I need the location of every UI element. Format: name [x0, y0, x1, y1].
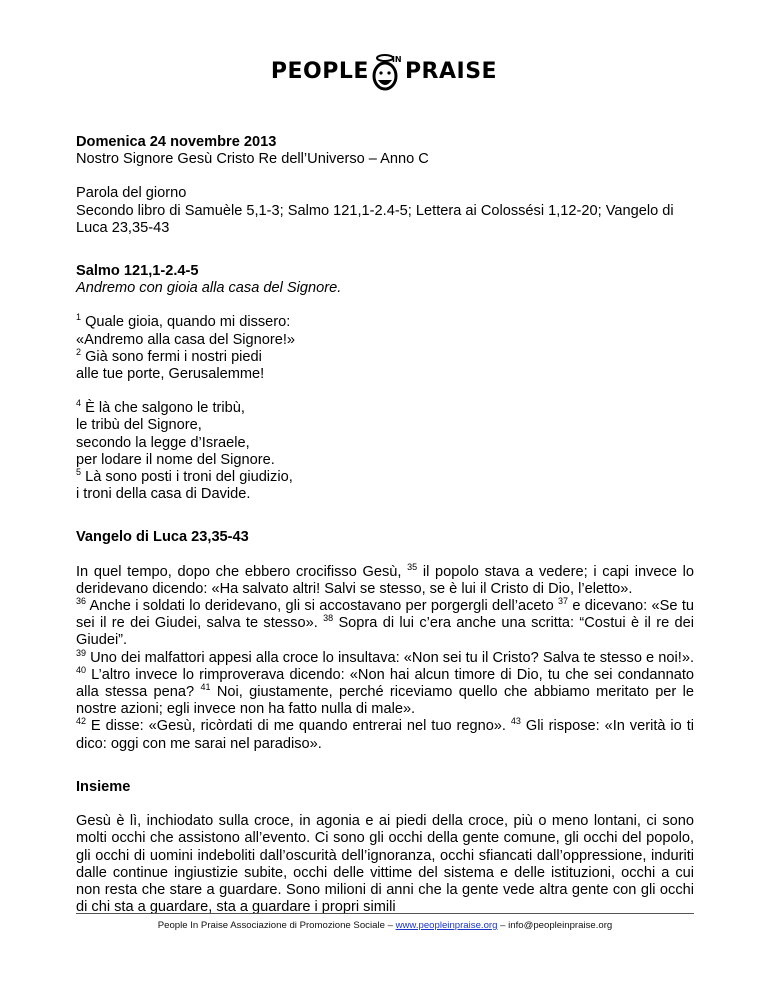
footer-separator: –: [497, 920, 509, 931]
psalm-line: Là sono posti i troni del giudizio,: [85, 469, 293, 486]
readings-list: Secondo libro di Samuèle 5,1-3; Salmo 121,1-2.4-5; Lettera ai Colossési 1,12-20; Vangelo di Luca 23,35-43: [76, 202, 674, 236]
psalm-line: le tribù del Signore,: [76, 417, 202, 434]
psalm-line: alle tue porte, Gerusalemme!: [76, 366, 265, 383]
word-label: Parola del giorno: [76, 185, 187, 202]
verse-number: 41: [200, 682, 211, 693]
logo: [0, 52, 768, 92]
verse-number: 38: [323, 613, 334, 624]
document-body: [76, 134, 694, 916]
psalm-stanza-2: [76, 400, 694, 503]
verse-number: 1: [76, 312, 82, 323]
verse-number: 4: [76, 398, 82, 409]
verse-number: 37: [558, 596, 569, 607]
footer-website-link[interactable]: www.peopleinpraise.org: [395, 920, 498, 931]
verse-number: 2: [76, 346, 82, 357]
logo-face-icon: [370, 52, 404, 92]
gospel-text: [76, 561, 695, 753]
psalm-title: Salmo 121,1-2.4-5: [76, 263, 199, 280]
psalm-line: Già sono fermi i nostri piedi: [85, 348, 262, 365]
gospel-paragraph: In quel tempo, dopo che ebbero crocifisso Gesù, $^{35}$ il popolo stava a vedere; i capi invece lo deridevano dicendo: «Ha salvato altri! Salvi se stesso, se è lui il Cristo di Dio, l’eletto».: [76, 561, 694, 597]
logo-text-people: PEOPLE: [270, 59, 369, 84]
verse-number: 43: [510, 716, 521, 727]
psalm-line: È là che salgono le tribù,: [85, 400, 245, 417]
verse-number: 36: [76, 596, 87, 607]
insieme-body: Gesù è lì, inchiodato sulla croce, in agonia e ai piedi della croce, più o meno lontani, ci sono molti occhi che assistono all’evento. Ci sono gli occhi della gente comune, gli occhi del popolo, gli occhi di uomini indeboliti dall’oscurità dell’ignoranza, occhi sfiancati dall’oppressione, induriti dalle continue ingiustizie subite, occhi delle vittime del sistema e delle istituzioni, occhi a cui non resta che stare a guardare. Sono milioni di anni che la gente vede altra gente con gli occhi di chi sta a guardare, sta a guardare i propri simili: [76, 813, 694, 916]
logo-text-praise: PRAISE: [404, 59, 498, 84]
psalm-line: per lodare il nome del Signore.: [76, 451, 275, 468]
document-date: Domenica 24 novembre 2013: [76, 134, 277, 150]
psalm-refrain: Andremo con gioia alla casa del Signore.: [76, 280, 342, 297]
gospel-paragraph: $^{36}$ Anche i soldati lo deridevano, gli si accostavano per porgergli dell’aceto $^{37}$ e dicevano: «Se tu sei il re dei Giudei, salva te stesso». $^{38}$ Sopra di lui c’era anche una scritta: “Costui è il re dei Giudei”.: [76, 596, 695, 649]
logo-text-in: IN: [391, 55, 402, 64]
gospel-title: Vangelo di Luca 23,35-43: [76, 529, 249, 546]
verse-number: 40: [76, 664, 87, 675]
gospel-paragraph: $^{42}$ E disse: «Gesù, ricòrdati di me quando entrerai nel tuo regno». $^{43}$ Gli rispose: «In verità io ti dico: oggi con me sarai nel paradiso».: [76, 716, 694, 752]
footer-email: info@peopleinpraise.org: [508, 920, 613, 931]
verse-number: 35: [407, 561, 418, 572]
footer-org: People In Praise Associazione di Promozione Sociale –: [157, 920, 396, 931]
psalm-stanza-1: [76, 314, 694, 383]
psalm-line: i troni della casa di Davide.: [76, 486, 251, 503]
psalm-line: «Andremo alla casa del Signore!»: [76, 331, 296, 348]
psalm-line: secondo la legge d’Israele,: [76, 434, 250, 451]
page-footer: [76, 913, 694, 931]
gospel-paragraph: $^{39}$ Uno dei malfattori appesi alla croce lo insultava: «Non sei tu il Cristo? Salva te stesso e noi!». $^{40}$ L’altro invece lo rimproverava dicendo: «Non hai alcun timore di Dio, tu che sei condannato alla stessa pena? $^{41}$ Noi, giustamente, perché riceviamo quello che abbiamo meritato per le nostre azioni; egli invece non ha fatto nulla di male».: [76, 647, 694, 718]
document-subtitle: Nostro Signore Gesù Cristo Re dell’Universo – Anno C: [76, 151, 429, 168]
insieme-title: Insieme: [76, 778, 131, 795]
verse-number: 42: [76, 716, 87, 727]
verse-number: 5: [76, 467, 82, 478]
psalm-line: Quale gioia, quando mi dissero:: [85, 314, 291, 331]
verse-number: 39: [76, 647, 87, 658]
